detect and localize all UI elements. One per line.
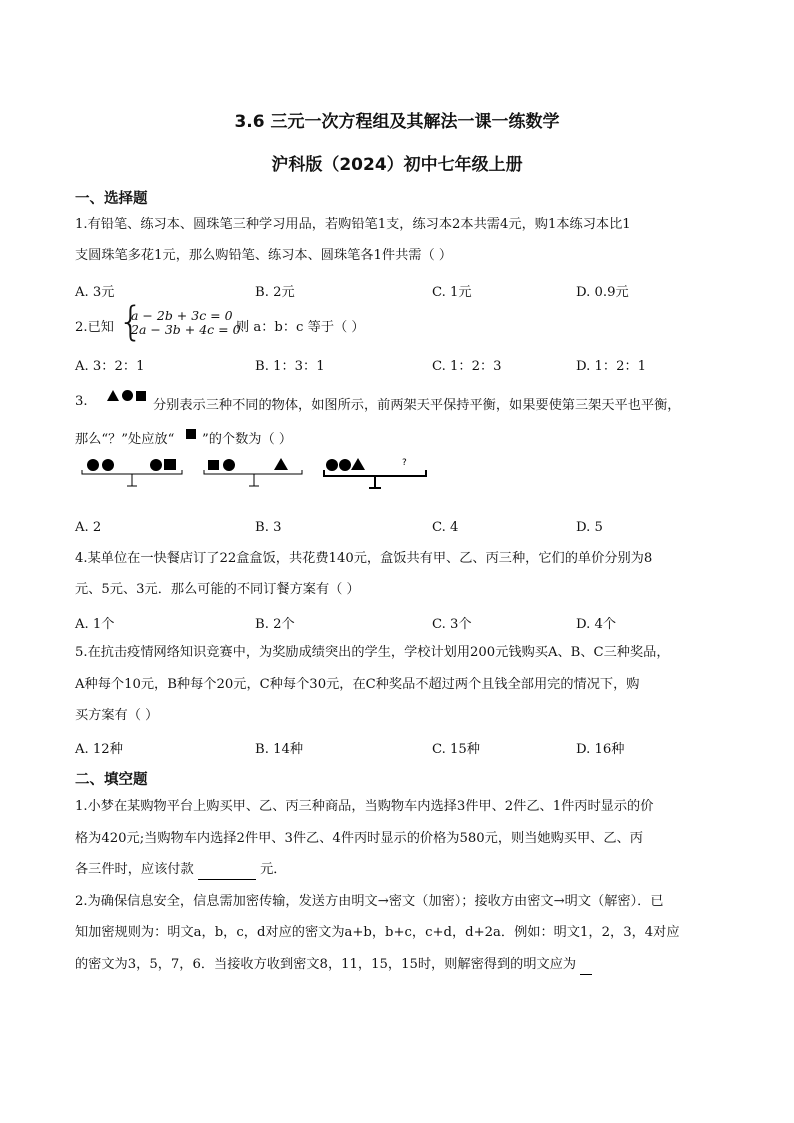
shape-legend [107,390,146,401]
fill-1-line-3-start: 各三件时，应该付款 [75,862,194,877]
triangle-icon [351,458,365,470]
q1-option-c[interactable]: C. 1元 [432,285,472,300]
square-icon [208,460,219,470]
q2-option-d[interactable]: D. 1：2：1 [576,359,647,374]
worksheet-title: 3.6 三元一次方程组及其解法一课一练数学 [234,112,560,132]
circle-icon [150,459,162,471]
worksheet-subtitle: 沪科版（2024）初中七年级上册 [271,155,523,175]
circle-icon [87,459,99,471]
answer-blank[interactable] [580,962,592,975]
q3-option-c[interactable]: C. 4 [432,520,459,535]
question-4-line-1: 4.某单位在一快餐店订了22盒盒饭，共花费140元，盒饭共有甲、乙、丙三种，它们的单价分别为8 [75,551,653,566]
question-3-line-2-start: 那么“？”处应放“ [75,432,175,447]
balance-scale-3 [324,458,426,488]
q5-option-c[interactable]: C. 15种 [432,742,480,757]
q4-option-a[interactable]: A. 1个 [75,617,115,632]
answer-blank[interactable] [198,867,256,880]
q2-option-c[interactable]: C. 1：2：3 [432,359,502,374]
question-3-line-1: 分别表示三种不同的物体，如图所示，前两架天平保持平衡，如果要使第三架天平也平衡， [153,398,681,413]
fill-2-line-1: 2.为确保信息安全，信息需加密传输，发送方由明文→密文（加密）；接收方由密文→明文（解密）．已 [75,894,664,909]
balance-scale-2 [204,458,302,486]
q3-option-b[interactable]: B. 3 [255,520,282,535]
question-1-line-1: 1.有铅笔、练习本、圆珠笔三种学习用品，若购铅笔1支，练习本2本共需4元，购1本练习本比1 [75,217,631,232]
fill-1-line-3 [75,860,286,880]
equation-brace: { [118,299,144,345]
fill-1-line-3-end: 元． [260,862,287,877]
circle-icon [102,459,114,471]
circle-icon [326,459,338,471]
section-heading-fill: 二、填空题 [75,772,148,788]
fill-1-line-2: 格为420元;当购物车内选择2件甲、3件乙、4件丙时显示的价格为580元，则当她购买甲、乙、丙 [75,831,643,846]
q5-option-a[interactable]: A. 12种 [75,742,123,757]
q5-option-d[interactable]: D. 16种 [576,742,625,757]
q4-option-c[interactable]: C. 3个 [432,617,472,632]
section-heading-choice: 一、选择题 [75,191,148,207]
question-2-suffix: 则 a：b：c 等于（ ） [236,320,365,335]
q2-option-a[interactable]: A. 3：2：1 [75,359,145,374]
q3-option-d[interactable]: D. 5 [576,520,603,535]
fill-2-line-2: 知加密规则为：明文a，b，c，d对应的密文为a+b，b+c，c+d，d+2a．例如：明文1，2，3，4对应 [75,925,680,940]
circle-icon [339,459,351,471]
fill-1-line-1: 1.小梦在某购物平台上购买甲、乙、丙三种商品，当购物车内选择3件甲、2件乙、1件丙时显示的价 [75,799,654,814]
question-5-line-3: 买方案有（ ） [75,708,159,723]
q5-option-b[interactable]: B. 14种 [255,742,304,757]
square-icon [186,429,196,439]
q3-option-a[interactable]: A. 2 [75,520,102,535]
question-5-line-2: A种每个10元，B种每个20元，C种每个30元，在C种奖品不超过两个且钱全部用完的情况下，购 [75,677,640,692]
fill-2-line-3-text: 的密文为3，5，7，6．当接收方收到密文8，11，15，15时，则解密得到的明文应为 [75,957,577,972]
q4-option-b[interactable]: B. 2个 [255,617,295,632]
q2-option-b[interactable]: B. 1：3：1 [255,359,325,374]
equation-2: 2a − 3b + 4c = 0 [131,322,241,337]
question-5-line-1: 5.在抗击疫情网络知识竞赛中，为奖励成绩突出的学生，学校计划用200元钱购买A、B、C三种奖品， [75,645,670,660]
circle-icon [122,390,133,401]
question-3-line-2-end: ”的个数为（ ） [202,432,293,447]
question-2-prefix: 2.已知 [75,320,114,335]
square-icon [136,391,146,401]
q4-option-d[interactable]: D. 4个 [576,617,617,632]
question-4-line-2: 元、5元、3元．那么可能的不同订餐方案有（ ） [75,582,360,597]
balance-scale-1 [82,459,182,486]
q1-option-d[interactable]: D. 0.9元 [576,285,629,300]
triangle-icon [107,390,119,401]
equation-1: a − 2b + 3c = 0 [131,308,233,323]
unknown-marker: ? [402,458,407,468]
balance-scales-figure [80,450,440,500]
q1-option-a[interactable]: A. 3元 [75,285,115,300]
question-3-number: 3. [75,394,88,409]
triangle-icon [274,458,288,470]
q1-option-b[interactable]: B. 2元 [255,285,295,300]
square-icon [164,459,176,470]
question-1-line-2: 支圆珠笔多花1元，那么购铅笔、练习本、圆珠笔各1件共需（ ） [75,248,453,263]
fill-2-line-3 [75,955,592,975]
circle-icon [223,459,235,471]
